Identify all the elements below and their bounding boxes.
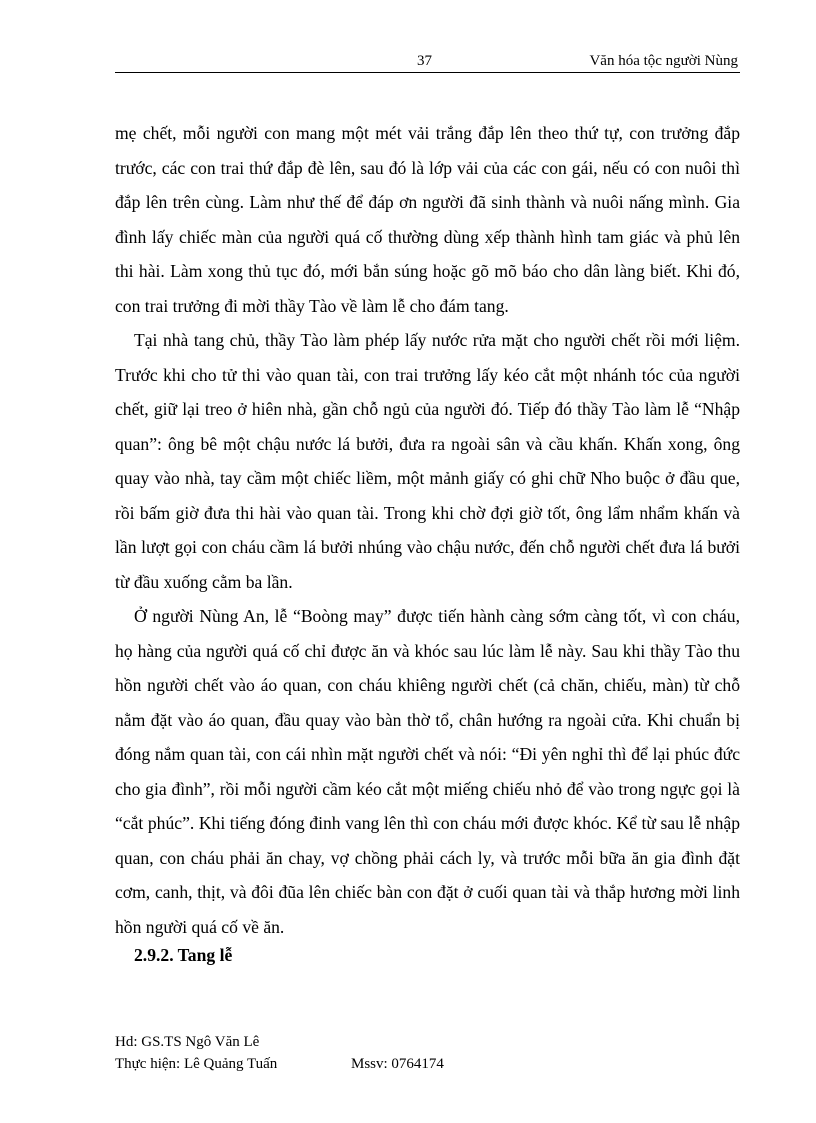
page-footer [115,1031,475,1075]
paragraph: Tại nhà tang chủ, thầy Tào làm phép lấy nước rửa mặt cho người chết rồi mới liệm. Trước khi cho tử thi vào quan tài, con trai trưởng lấy kéo cắt một nhánh tóc của người chết, giữ lại treo ở hiên nhà, gần chỗ ngủ của người đó. Tiếp đó thầy Tào làm lễ “Nhập quan”: ông bê một chậu nước lá bưởi, đưa ra ngoài sân và cầu khấn. Khấn xong, ông quay vào nhà, tay cầm một chiếc liềm, một mảnh giấy có ghi chữ Nho buộc ở đầu que, rồi bấm giờ đưa thi hài vào quan tài. Trong khi chờ đợi giờ tốt, ông lẩm nhẩm khấn và lần lượt gọi con cháu cầm lá bưởi nhúng vào chậu nước, đến chỗ người chết đưa lá bưởi từ đầu xuống cằm ba lần. [115,330,740,592]
footer-advisor-row [115,1031,475,1053]
page-header [115,52,740,73]
advisor-line: Hd: GS.TS Ngô Văn Lê [115,1034,260,1050]
paragraph: mẹ chết, mỗi người con mang một mét vải trắng đắp lên theo thứ tự, con trưởng đắp trước, các con trai thứ đắp đè lên, sau đó là lớp vải của các con gái, nếu có con nuôi thì đắp lên trên cùng. Làm như thế để đáp ơn người đã sinh thành và nuôi nấng mình. Gia đình lấy chiếc màn của người quá cố thường dùng xếp thành hình tam giác và phủ lên thi hài. Làm xong thủ tục đó, mới bắn súng hoặc gõ mõ báo cho dân làng biết. Khi đó, con trai trưởng đi mời thầy Tào về làm lễ cho đám tang. [115,123,740,316]
running-title: Văn hóa tộc người Nùng [589,53,738,69]
page-number: 37 [417,53,432,69]
author-line: Thực hiện: Lê Quảng Tuấn [115,1056,278,1072]
section-heading: 2.9.2. Tang lễ [134,945,233,965]
body-text [115,116,740,944]
paragraph: Ở người Nùng An, lễ “Boòng may” được tiến hành càng sớm càng tốt, vì con cháu, họ hàng của người quá cố chỉ được ăn và khóc sau lúc làm lễ này. Sau khi thầy Tào thu hồn người chết vào áo quan, con cháu khiêng người chết (cả chăn, chiếu, màn) từ chỗ nằm đặt vào áo quan, đầu quay vào bàn thờ tổ, chân hướng ra ngoài cửa. Khi chuẩn bị đóng nắm quan tài, con cái nhìn mặt người chết và nói: “Đi yên nghỉ thì để lại phúc đức cho gia đình”, rồi mỗi người cầm kéo cắt một miếng chiếu nhỏ để vào trong ngực gọi là “cắt phúc”. Khi tiếng đóng đinh vang lên thì con cháu mới được khóc. Kể từ sau lễ nhập quan, con cháu phải ăn chay, vợ chồng phải cách ly, và trước mỗi bữa ăn gia đình đặt cơm, canh, thịt, và đôi đũa lên chiếc bàn con đặt ở cuối quan tài và thắp hương mời linh hồn người quá cố về ăn. [115,606,740,937]
footer-author-row [115,1053,475,1075]
student-id: Mssv: 0764174 [351,1056,444,1072]
